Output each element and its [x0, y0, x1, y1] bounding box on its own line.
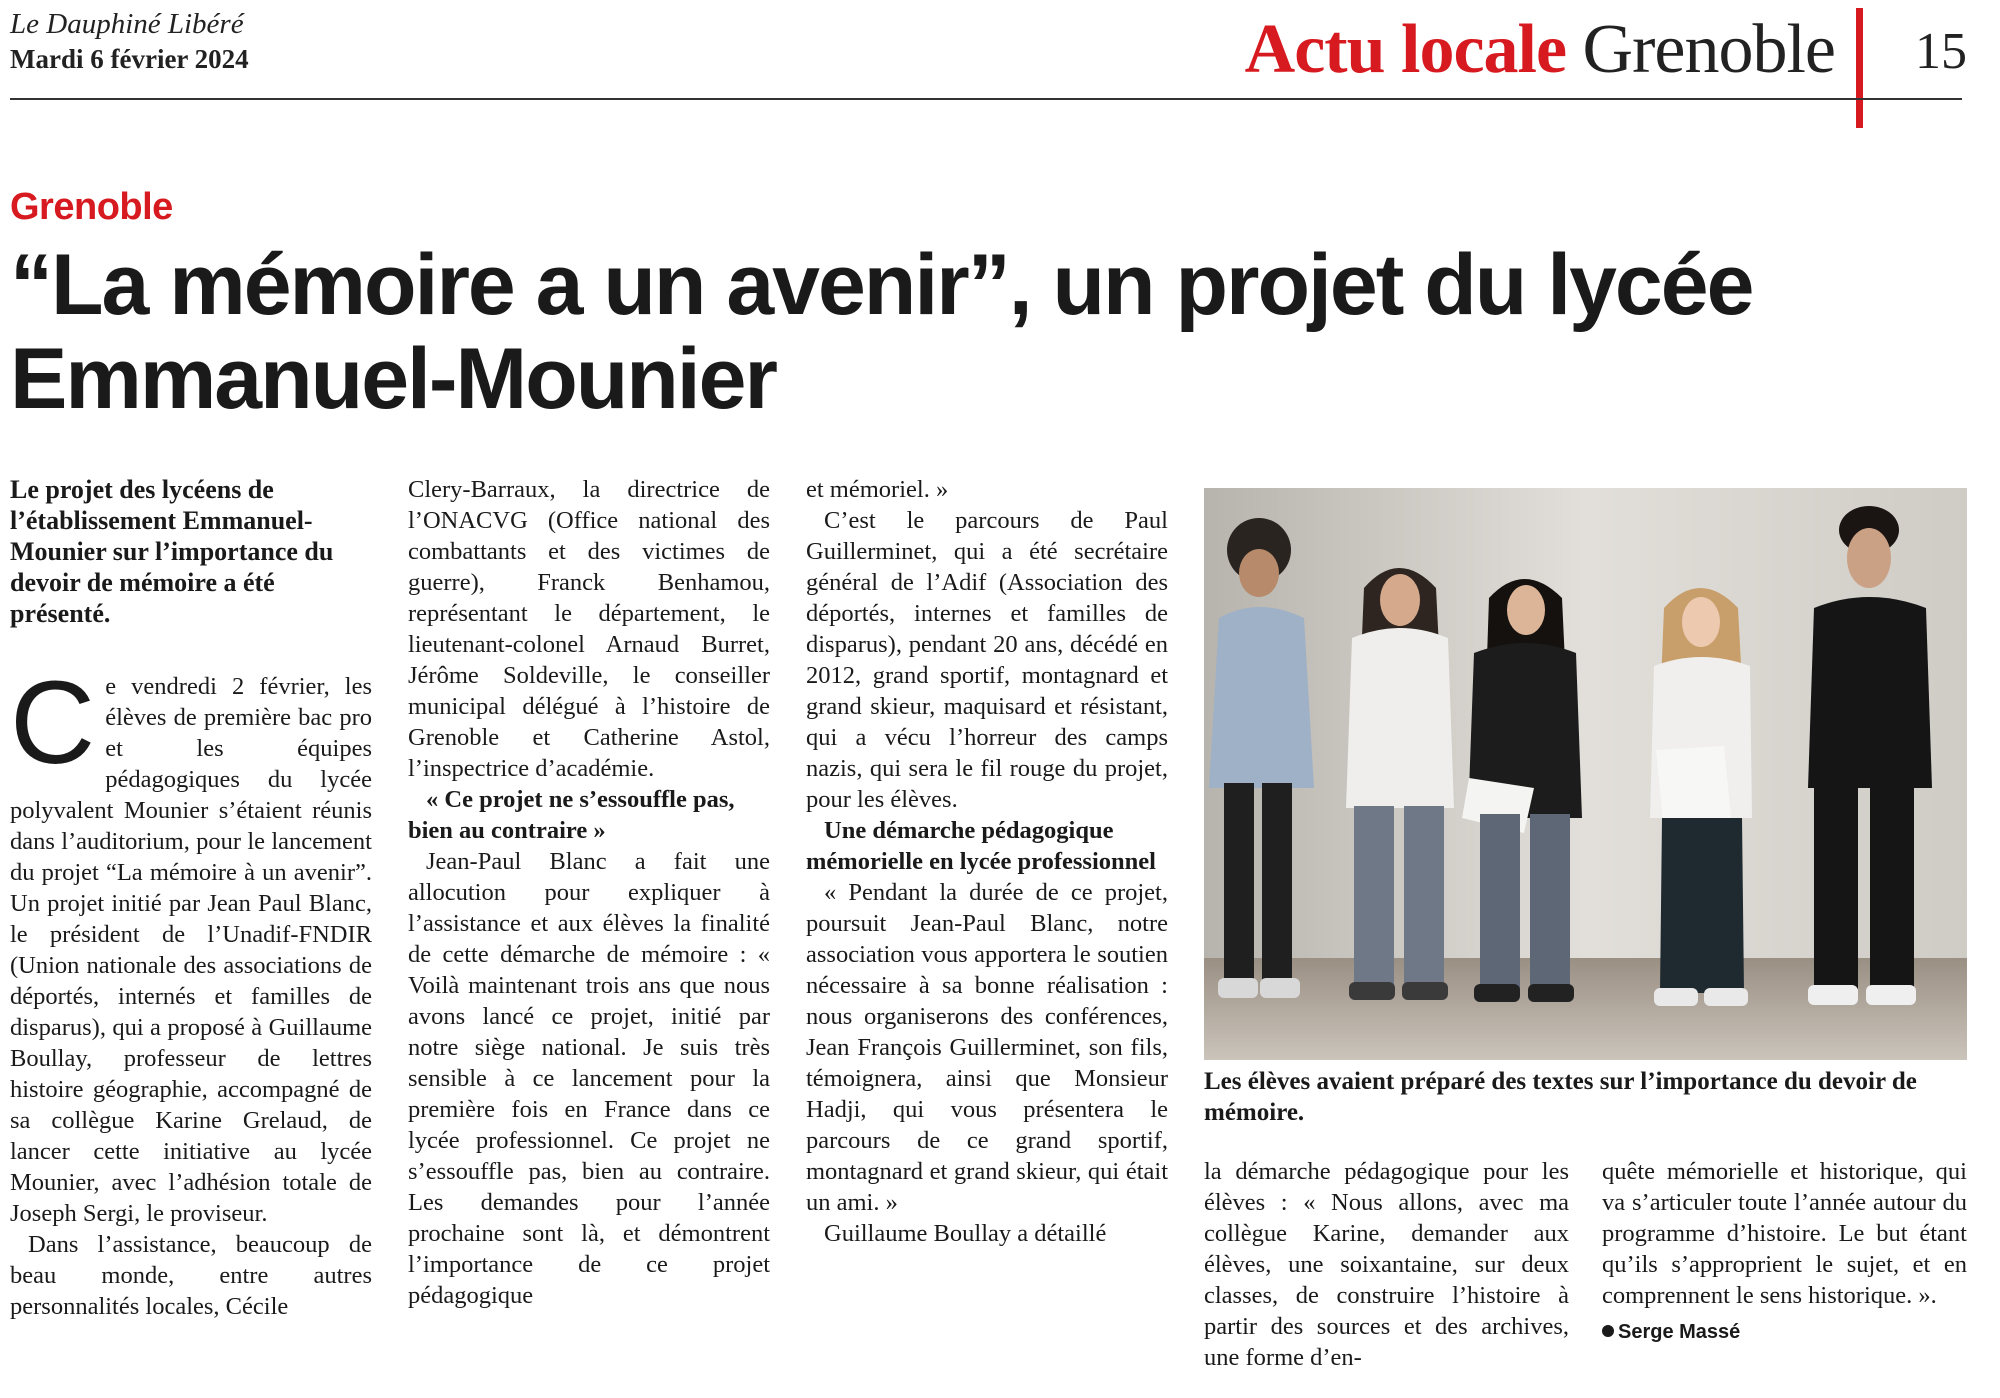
- paragraph-text: e vendredi 2 février, les élèves de première bac pro et les équipes pédagogiques du lycée polyvalent Mounier s’étaient réunis dans l’auditorium, pour le lancement du projet “La mémoire à un avenir”. Un projet initié par Jean Paul Blanc, le président de l’Unadif-FNDIR (Union nationale des associations de déportés, internés et familles de disparus), qui a proposé à Guillaume Boullay, professeur de lettres histoire géographie, accompagné de sa collègue Karine Grelaud, de lancer cette initiative au lycée Mounier, avec l’adhésion totale de Joseph Sergi, le proviseur.: [10, 673, 372, 1227]
- byline-name: Serge Massé: [1618, 1321, 1741, 1343]
- article-subhead: Une démarche pédagogique mémorielle en lycée professionnel: [806, 817, 1156, 875]
- article-byline: [1602, 1317, 1967, 1348]
- article-headline: “La mémoire a un avenir”, un projet du lycée Emmanuel-Mounier: [10, 237, 1753, 427]
- article-lead: Le projet des lycéens de l’établissement Emmanuel-Mounier sur l’importance du devoir de mémoire a été présenté.: [10, 475, 334, 628]
- section-label: Actu locale: [1244, 11, 1567, 88]
- students-photo-illustration: [1204, 488, 1967, 1060]
- article-paragraph: [10, 657, 372, 1229]
- section-header: [1245, 10, 1835, 90]
- article-column-3: [806, 474, 1168, 1249]
- article-kicker: Grenoble: [10, 186, 173, 228]
- article-paragraph: C’est le parcours de Paul Guillerminet, qui a été secrétaire général de l’Adif (Association des déportés, internes et familles de disparus), pendant 20 ans, décédé en 2012, grand sportif, montagnard et grand skieur, maquisard et résistant, qui a vécu l’horreur des camps nazis, qui sera le fil rouge du projet, pour les élèves.: [806, 507, 1168, 813]
- drop-cap: C: [10, 657, 96, 789]
- section-city: Grenoble: [1582, 11, 1835, 88]
- article-subhead: « Ce projet ne s’essouffle pas, bien au contraire »: [408, 786, 735, 844]
- red-divider: [1856, 8, 1863, 128]
- article-paragraph: Jean-Paul Blanc a fait une allocution pour expliquer à l’assistance et aux élèves la finalité de cette démarche de mémoire : « Voilà maintenant trois ans que nous avons lancé ce projet, initié par notre siège national. Je suis très sensible à ce lancement pour la première fois en France dans ce lycée professionnel. Ce projet ne s’essouffle pas, bien au contraire. Les demandes pour l’année prochaine sont là, et démontrent l’importance de ce projet pédagogique: [408, 848, 770, 1309]
- photo-caption: Les élèves avaient préparé des textes sur l’importance du devoir de mémoire.: [1204, 1068, 1917, 1126]
- newspaper-name: Le Dauphiné Libéré: [10, 8, 244, 40]
- article-photo: [1204, 488, 1967, 1060]
- issue-date: Mardi 6 février 2024: [10, 44, 249, 74]
- bullet-icon: [1602, 1325, 1614, 1337]
- article-paragraph: et mémoriel. »: [806, 476, 949, 503]
- article-paragraph: Dans l’assistance, beaucoup de beau monde, entre autres personnalités locales, Cécile: [10, 1231, 372, 1320]
- article-paragraph: la démarche pédagogique pour les élèves : « Nous allons, avec ma collègue Karine, demander aux élèves, une soixantaine, sur deux classes, de construire l’histoire à partir des sources et des archives, une forme d’en-: [1204, 1158, 1569, 1371]
- article-paragraph: quête mémorielle et historique, qui va s’articuler toute l’année autour du programme d’histoire. Le but étant qu’ils s’approprient le sujet, et en comprennent le sens historique. ».: [1602, 1158, 1967, 1309]
- article-column-2: [408, 474, 770, 1311]
- article-column-1: [10, 474, 372, 1322]
- article-column-5: [1602, 1156, 1967, 1348]
- page-number: 15: [1915, 23, 1967, 80]
- article-paragraph: Clery-Barraux, la directrice de l’ONACVG (Office national des combattants et des victimes de guerre), Franck Benhamou, représentant le département, le lieutenant-colonel Arnaud Burret, Jérôme Soldeville, le conseiller municipal délégué à l’histoire de Grenoble et Catherine Astol, l’inspectrice d’académie.: [408, 476, 770, 782]
- article-paragraph: « Pendant la durée de ce projet, poursuit Jean-Paul Blanc, notre association vous apportera le soutien nécessaire à sa bonne réalisation : nous organiserons des conférences, Jean François Guillerminet, son fils, témoignera, ainsi que Monsieur Hadji, qui vous présentera le parcours de ce grand sportif, montagnard et grand skieur, qui était un ami. »: [806, 879, 1168, 1216]
- article-column-4: [1204, 1156, 1569, 1373]
- article-paragraph: Guillaume Boullay a détaillé: [824, 1220, 1107, 1247]
- masthead-rule: [10, 98, 1962, 100]
- student-figure: [1650, 588, 1752, 1006]
